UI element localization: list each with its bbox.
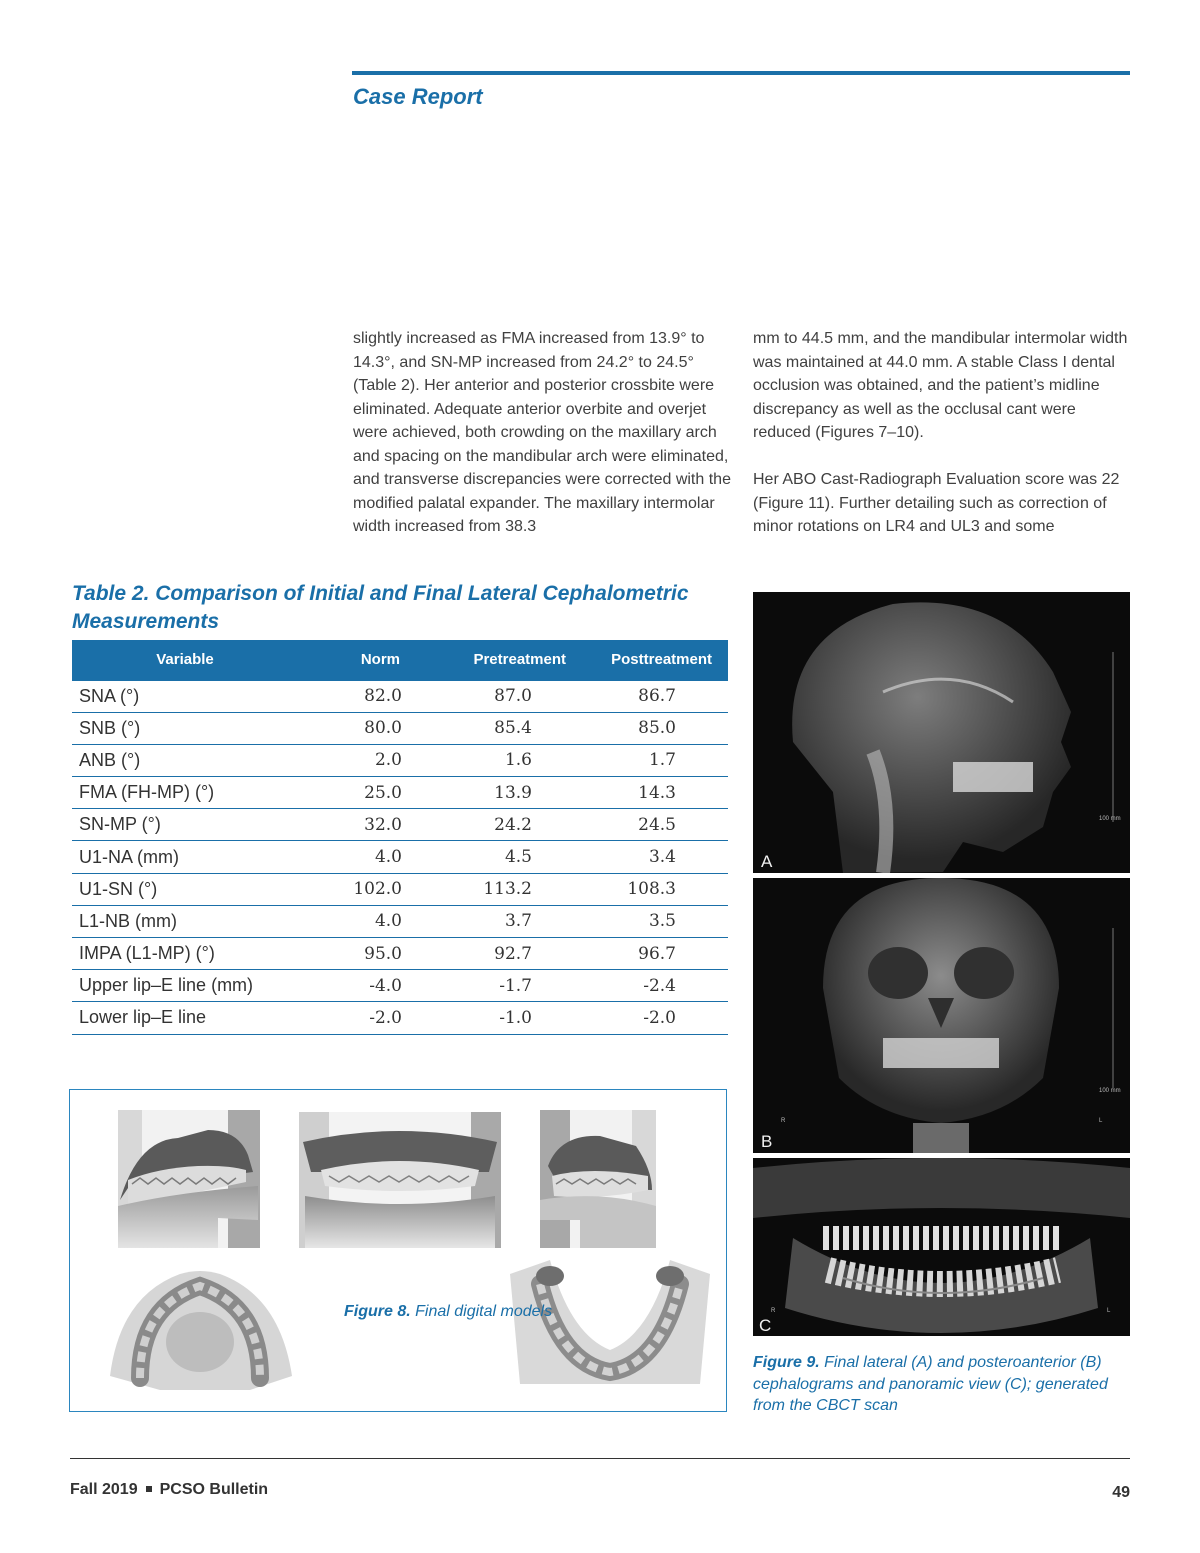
cell-variable: L1-NB (mm) — [72, 905, 298, 937]
skull-frontal-icon — [753, 878, 1130, 1153]
cell-norm: 82.0 — [298, 680, 438, 712]
cell-variable: Upper lip–E line (mm) — [72, 970, 298, 1002]
table-row — [72, 744, 728, 776]
cell-pretreatment: -1.7 — [438, 970, 584, 1002]
body-paragraph: mm to 44.5 mm, and the mandibular intermolar width was maintained at 44.0 mm. A stable Class I dental occlusion was obtained, and the patient’s midline discrepancy as well as the occlusal cant were reduced (Figures 7–10). — [753, 330, 1128, 441]
cell-variable: Lower lip–E line — [72, 1002, 298, 1034]
left-marker: L — [1099, 1118, 1103, 1124]
footer-title: PCSO Bulletin — [159, 1481, 269, 1498]
cell-pretreatment: 3.7 — [438, 905, 584, 937]
figure-8-panel — [69, 1089, 727, 1412]
body-column-1 — [353, 327, 733, 539]
cell-variable: IMPA (L1-MP) (°) — [72, 938, 298, 970]
figure-9-label: Figure 9. — [753, 1354, 820, 1371]
skull-lateral-icon — [753, 592, 1130, 873]
panel-c-label: C — [759, 1316, 772, 1335]
panel-a-label: A — [761, 852, 773, 871]
table-row — [72, 712, 728, 744]
table-row — [72, 905, 728, 937]
cell-posttreatment: 3.4 — [584, 841, 728, 873]
page-number: 49 — [1112, 1484, 1130, 1501]
panel-b-label: B — [761, 1132, 773, 1151]
cell-norm: 95.0 — [298, 938, 438, 970]
cell-variable: SNA (°) — [72, 680, 298, 712]
cell-variable: SN-MP (°) — [72, 809, 298, 841]
cell-posttreatment: 3.5 — [584, 905, 728, 937]
cell-norm: 102.0 — [298, 873, 438, 905]
table-row — [72, 809, 728, 841]
cell-norm: 32.0 — [298, 809, 438, 841]
table-row — [72, 938, 728, 970]
cell-variable: SNB (°) — [72, 712, 298, 744]
cell-posttreatment: 86.7 — [584, 680, 728, 712]
cell-variable: U1-SN (°) — [72, 873, 298, 905]
model-left-buccal-image — [540, 1110, 656, 1248]
cell-norm: -2.0 — [298, 1002, 438, 1034]
cell-pretreatment: 4.5 — [438, 841, 584, 873]
cell-posttreatment: 96.7 — [584, 938, 728, 970]
body-column-2 — [753, 327, 1133, 539]
cell-pretreatment: 13.9 — [438, 777, 584, 809]
footer-publication — [70, 1481, 268, 1499]
cell-pretreatment: 113.2 — [438, 873, 584, 905]
cell-posttreatment: 85.0 — [584, 712, 728, 744]
right-marker: R — [781, 1118, 786, 1124]
separator-square-icon — [146, 1486, 152, 1492]
table-row — [72, 777, 728, 809]
cell-posttreatment: 24.5 — [584, 809, 728, 841]
figure-9-caption-text: Final lateral (A) and posteroanterior (B) cephalograms and panoramic view (C); generated from the CBCT scan — [753, 1354, 1108, 1414]
table-row — [72, 1002, 728, 1034]
model-upper-occlusal-image — [100, 1266, 300, 1392]
model-right-buccal-image — [118, 1110, 260, 1248]
cell-norm: 25.0 — [298, 777, 438, 809]
left-marker: L — [1107, 1308, 1111, 1314]
cell-pretreatment: 1.6 — [438, 744, 584, 776]
body-paragraph: slightly increased as FMA increased from 13.9° to 14.3°, and SN-MP increased from 24.2° to 24.5° (Table 2). Her anterior and posterior crossbite were eliminated. Adequate anterior overbite and overjet were achieved, both crowding on the maxillary arch and spacing on the mandibular arch were eliminated, and transverse discrepancies were corrected with the modified palatal expander. The maxillary intermolar width increased from 38.3 — [353, 330, 731, 535]
cell-posttreatment: 14.3 — [584, 777, 728, 809]
table-row — [72, 680, 728, 712]
footer-issue: Fall 2019 — [70, 1481, 138, 1498]
cell-posttreatment: 1.7 — [584, 744, 728, 776]
table-row — [72, 970, 728, 1002]
cell-norm: 4.0 — [298, 841, 438, 873]
cephalometric-table — [72, 640, 728, 1035]
header-pretreatment: Pretreatment — [438, 640, 584, 680]
header-norm: Norm — [298, 640, 438, 680]
body-paragraph: Her ABO Cast-Radiograph Evaluation score was 22 (Figure 11). Further detailing such as correction of minor rotations on LR4 and UL3 and some — [753, 471, 1120, 535]
cell-variable: FMA (FH-MP) (°) — [72, 777, 298, 809]
right-marker: R — [771, 1308, 776, 1314]
cell-pretreatment: -1.0 — [438, 1002, 584, 1034]
header-rule — [352, 71, 1130, 75]
table-row — [72, 841, 728, 873]
model-frontal-image — [299, 1112, 501, 1248]
figure-8-caption-text: Final digital models — [415, 1303, 553, 1320]
figure-8-label: Figure 8. — [344, 1303, 411, 1320]
section-title: Case Report — [353, 84, 483, 109]
cell-variable: ANB (°) — [72, 744, 298, 776]
cell-pretreatment: 87.0 — [438, 680, 584, 712]
figure-9-caption — [753, 1352, 1133, 1417]
cell-pretreatment: 85.4 — [438, 712, 584, 744]
scale-label: 100 mm — [1099, 1088, 1121, 1094]
panoramic-radiograph-image — [753, 1158, 1130, 1336]
cell-posttreatment: 108.3 — [584, 873, 728, 905]
figure-8-caption — [344, 1301, 552, 1323]
posteroanterior-cephalogram-image — [753, 878, 1130, 1153]
table-row — [72, 873, 728, 905]
model-lower-occlusal-image — [510, 1254, 710, 1392]
header-posttreatment: Posttreatment — [584, 640, 728, 680]
cell-variable: U1-NA (mm) — [72, 841, 298, 873]
cell-posttreatment: -2.4 — [584, 970, 728, 1002]
scale-label: 100 mm — [1099, 816, 1121, 822]
cell-pretreatment: 24.2 — [438, 809, 584, 841]
panoramic-jaw-icon — [753, 1158, 1130, 1336]
cell-pretreatment: 92.7 — [438, 938, 584, 970]
cell-norm: -4.0 — [298, 970, 438, 1002]
footer-rule — [70, 1458, 1130, 1459]
cell-posttreatment: -2.0 — [584, 1002, 728, 1034]
lateral-cephalogram-image — [753, 592, 1130, 873]
cell-norm: 2.0 — [298, 744, 438, 776]
header-variable: Variable — [72, 640, 298, 680]
table-header-row — [72, 640, 728, 680]
table-title: Table 2. Comparison of Initial and Final Lateral Cephalometric Measurements — [72, 582, 689, 633]
cell-norm: 80.0 — [298, 712, 438, 744]
cell-norm: 4.0 — [298, 905, 438, 937]
